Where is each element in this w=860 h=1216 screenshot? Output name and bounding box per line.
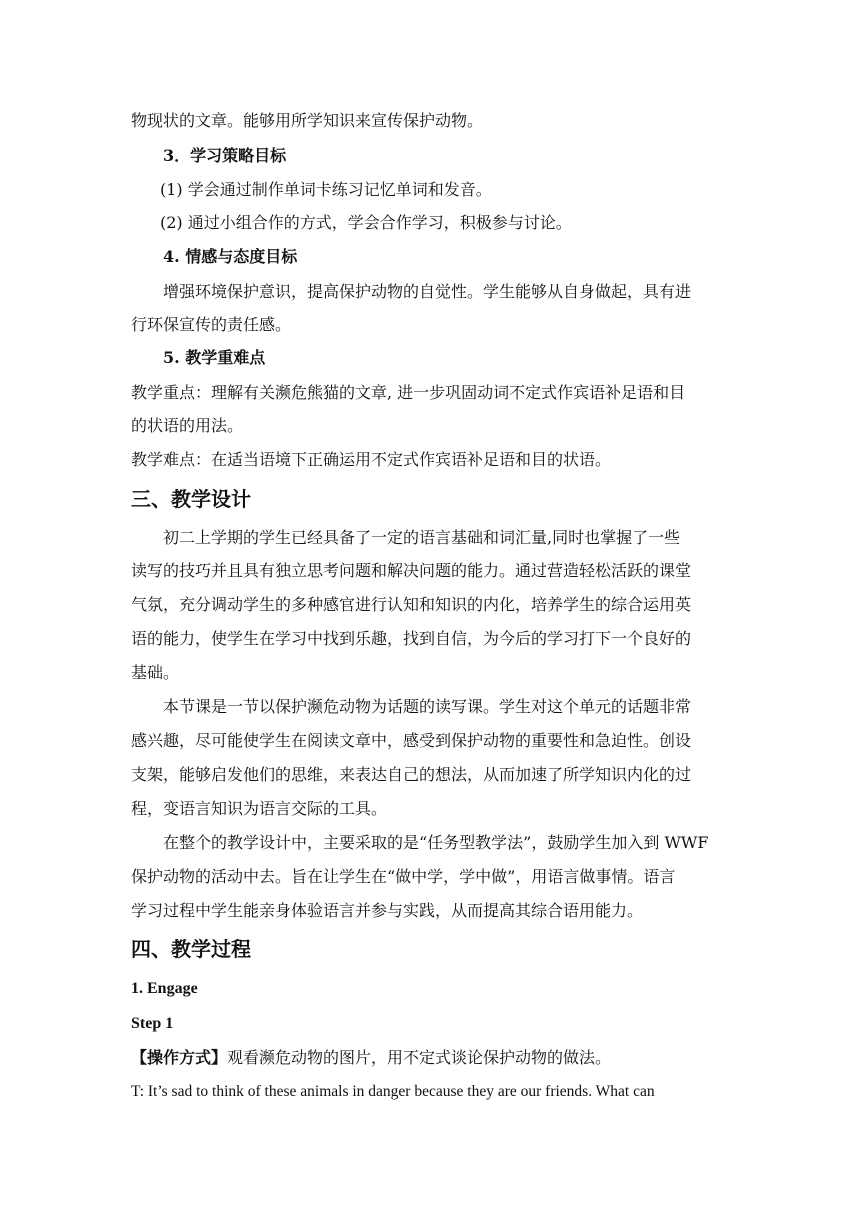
section-heading-emotion-attitude: 4. 情感与态度目标: [163, 247, 298, 266]
paragraph-line: 增强环境保护意识，提高保护动物的自觉性。学生能够从自身做起，具有进: [163, 282, 692, 301]
dialogue-line: T: It’s sad to think of these animals in danger because they are our friends. What can: [131, 1083, 655, 1100]
section-title-teaching-process: 四、教学过程: [131, 937, 251, 961]
paragraph-line: 感兴趣，尽可能使学生在阅读文章中，感受到保护动物的重要性和急迫性。创设: [131, 731, 692, 750]
operation-label: 【操作方式】: [131, 1048, 228, 1067]
paragraph-line: 教学难点：在适当语境下正确运用不定式作宾语补足语和目的状语。: [131, 450, 612, 469]
paragraph-line: 支架，能够启发他们的思维，来表达自己的想法，从而加速了所学知识内化的过: [131, 765, 692, 784]
section-heading-key-points: 5. 教学重难点: [163, 348, 266, 367]
paragraph-line: 语的能力，使学生在学习中找到乐趣，找到自信，为今后的学习打下一个良好的: [131, 629, 692, 648]
paragraph-line: 气氛，充分调动学生的多种感官进行认知和知识的内化，培养学生的综合运用英: [131, 595, 692, 614]
paragraph-line: 读写的技巧并且具有独立思考问题和解决问题的能力。通过营造轻松活跃的课堂: [131, 561, 692, 580]
step-heading-step-1: Step 1: [131, 1015, 174, 1032]
list-item: (1) 学会通过制作单词卡练习记忆单词和发音。: [160, 180, 492, 199]
operation-text: 观看濒危动物的图片，用不定式谈论保护动物的做法。: [227, 1048, 612, 1067]
paragraph-line: 保护动物的活动中去。旨在让学生在“做中学，学中做”，用语言做事情。语言: [131, 867, 676, 886]
paragraph-line: 在整个的教学设计中，主要采取的是“任务型教学法”，鼓励学生加入到 WWF: [163, 833, 709, 852]
paragraph-line: 的状语的用法。: [131, 416, 244, 435]
paragraph-line: 教学重点：理解有关濒危熊猫的文章, 进一步巩固动词不定式作宾语补足语和目: [131, 383, 686, 402]
list-item: (2) 通过小组合作的方式，学会合作学习，积极参与讨论。: [160, 213, 572, 232]
paragraph-line: 学习过程中学生能亲身体验语言并参与实践，从而提高其综合语用能力。: [131, 901, 644, 920]
step-heading-engage: 1. Engage: [131, 980, 198, 997]
operation-line: [131, 1048, 731, 1068]
section-heading-learning-strategy: 3．学习策略目标: [163, 146, 287, 165]
paragraph-line: 程，变语言知识为语言交际的工具。: [131, 799, 388, 818]
paragraph-line: 基础。: [131, 663, 180, 682]
paragraph-line: 行环保宣传的责任感。: [131, 315, 292, 334]
section-title-teaching-design: 三、教学设计: [131, 487, 251, 511]
paragraph-line: 初二上学期的学生已经具备了一定的语言基础和词汇量,同时也掌握了一些: [163, 528, 681, 547]
paragraph-line: 物现状的文章。能够用所学知识来宣传保护动物。: [131, 111, 484, 130]
paragraph-line: 本节课是一节以保护濒危动物为话题的读写课。学生对这个单元的话题非常: [163, 697, 692, 716]
